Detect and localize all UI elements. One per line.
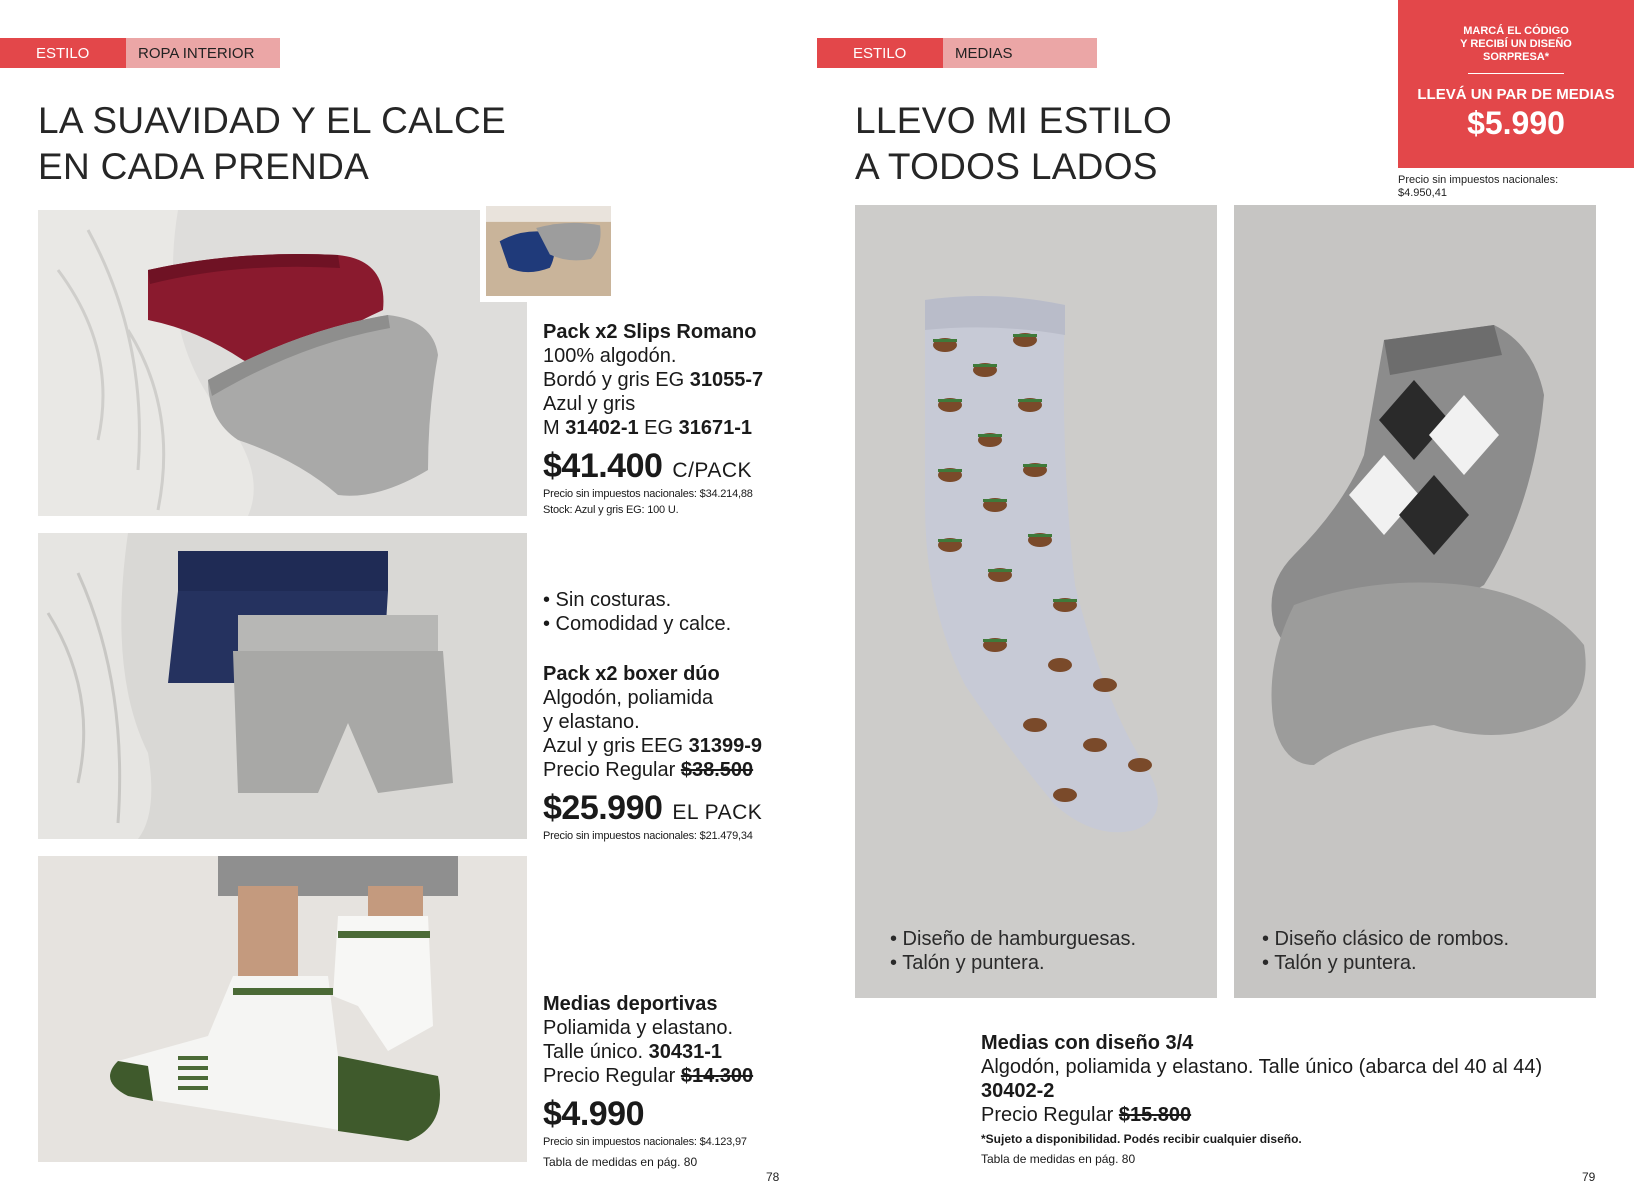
slips-color1: Bordó y gris EG — [543, 369, 690, 391]
tag-section: ROPA INTERIOR — [126, 38, 280, 68]
promo-divider — [1468, 73, 1564, 74]
boxer-regular-label: Precio Regular — [543, 759, 681, 781]
slips-size-eg: EG — [638, 417, 679, 439]
boxer-name: Pack x2 boxer dúo — [543, 663, 720, 685]
promo-tax-note-1: Precio sin impuestos nacionales: — [1398, 174, 1559, 186]
boxer-material-1: Algodón, poliamida — [543, 687, 714, 709]
sport-socks-regular-price: $14.300 — [680, 1065, 754, 1087]
boxer-regular-price: $38.500 — [680, 759, 754, 781]
headline-line-2: EN CADA PRENDA — [38, 146, 370, 187]
boxer-price-unit: EL PACK — [672, 801, 763, 824]
promo-price: $5.990 — [1467, 105, 1565, 141]
page-number-right: 79 — [1582, 1170, 1596, 1184]
left-headline — [38, 98, 506, 190]
promo-line-2: Y RECIBÍ UN DISEÑO — [1460, 38, 1572, 50]
design-socks-material: Algodón, poliamida y elastano. Talle único (abarca del 40 al 44) — [981, 1056, 1543, 1078]
sport-socks-name: Medias deportivas — [543, 993, 718, 1015]
design-socks-regular-price: $15.800 — [1118, 1104, 1192, 1126]
sport-socks-regular-label: Precio Regular — [543, 1065, 681, 1087]
slips-thumbnail — [480, 200, 617, 302]
boxer-color-row — [543, 734, 803, 758]
slips-code1: 31055-7 — [689, 369, 764, 391]
burger-bullet-2: • Talón y puntera. — [890, 952, 1045, 974]
promo-code-text — [1398, 25, 1634, 64]
boxer-tax-note: Precio sin impuestos nacionales: $21.479,34 — [543, 830, 753, 842]
boxer-bullet-2: • Comodidad y calce. — [543, 613, 732, 635]
boxer-material-2: y elastano. — [543, 711, 640, 733]
sport-socks-material: Poliamida y elastano. — [543, 1017, 734, 1039]
slips-photo — [38, 210, 527, 516]
slips-size-row — [543, 416, 803, 440]
slips-size-m: M — [543, 417, 566, 439]
sport-socks-price: $4.990 — [543, 1095, 644, 1133]
design-socks-size-table: Tabla de medidas en pág. 80 — [981, 1152, 1136, 1166]
burger-sock-photo — [855, 205, 1217, 998]
promo-line-1: MARCÁ EL CÓDIGO — [1463, 25, 1569, 37]
slips-material: 100% algodón. — [543, 345, 677, 367]
slips-price: $41.400 — [543, 447, 663, 485]
left-section-tag — [0, 38, 280, 68]
sport-socks-info — [543, 992, 803, 1170]
sport-socks-code: 30431-1 — [648, 1041, 723, 1063]
sport-socks-size-table: Tabla de medidas en pág. 80 — [543, 1155, 698, 1169]
design-socks-availability: *Sujeto a disponibilidad. Podés recibir cualquier diseño. — [981, 1132, 1302, 1146]
slips-code-eg: 31671-1 — [678, 417, 753, 439]
burger-bullet-1: • Diseño de hamburguesas. — [890, 928, 1137, 950]
boxer-code: 31399-9 — [688, 735, 763, 757]
slips-color2: Azul y gris — [543, 393, 636, 415]
sport-socks-size-row — [543, 1040, 803, 1064]
slips-stock-note: Stock: Azul y gris EG: 100 U. — [543, 504, 679, 516]
promo-offer: LLEVÁ UN PAR DE MEDIAS — [1417, 86, 1615, 103]
sport-socks-price-row — [543, 1094, 803, 1134]
boxer-bullet-1: • Sin costuras. — [543, 589, 672, 611]
slips-info — [543, 320, 803, 518]
boxer-bullets — [543, 588, 803, 636]
promo-tax-note-2: $4.950,41 — [1398, 187, 1447, 199]
headline-line-1: LA SUAVIDAD Y EL CALCE — [38, 100, 506, 141]
slips-name: Pack x2 Slips Romano — [543, 321, 757, 343]
slips-price-row — [543, 446, 803, 486]
promo-line-3: SORPRESA* — [1482, 51, 1550, 63]
right-section-tag — [817, 38, 1097, 68]
slips-price-unit: C/PACK — [672, 459, 753, 482]
design-socks-regular-row — [981, 1103, 1601, 1127]
boxer-info — [543, 588, 803, 844]
boxer-price: $25.990 — [543, 789, 663, 827]
sport-socks-tax-note: Precio sin impuestos nacionales: $4.123,97 — [543, 1136, 747, 1148]
burger-sock-bullets — [890, 927, 1136, 975]
design-socks-name: Medias con diseño 3/4 — [981, 1032, 1194, 1054]
tag-category: ESTILO — [0, 38, 126, 68]
sport-socks-size: Talle único. — [543, 1041, 649, 1063]
slips-color-row-1 — [543, 368, 803, 392]
promo-box — [1398, 0, 1634, 168]
page-number-left: 78 — [766, 1170, 780, 1184]
right-headline — [855, 98, 1172, 190]
slips-tax-note: Precio sin impuestos nacionales: $34.214,88 — [543, 488, 753, 500]
design-socks-code: 30402-2 — [981, 1080, 1055, 1102]
boxer-price-row — [543, 788, 803, 828]
design-socks-regular-label: Precio Regular — [981, 1104, 1119, 1126]
boxer-color: Azul y gris EEG — [543, 735, 689, 757]
promo-tax-note — [1398, 174, 1558, 200]
tag-category-right: ESTILO — [817, 38, 943, 68]
tag-section-right: MEDIAS — [943, 38, 1097, 68]
argyle-sock-photo — [1234, 205, 1596, 998]
boxer-regular-row — [543, 758, 803, 782]
sport-socks-regular-row — [543, 1064, 803, 1088]
boxer-photo — [38, 533, 527, 839]
argyle-sock-bullets — [1262, 927, 1509, 975]
headline-right-line-1: LLEVO MI ESTILO — [855, 100, 1173, 141]
argyle-bullet-1: • Diseño clásico de rombos. — [1262, 928, 1510, 950]
headline-right-line-2: A TODOS LADOS — [855, 146, 1158, 187]
design-socks-info — [981, 1031, 1601, 1167]
slips-code-m: 31402-1 — [565, 417, 639, 439]
argyle-bullet-2: • Talón y puntera. — [1262, 952, 1417, 974]
sport-socks-photo — [38, 856, 527, 1162]
